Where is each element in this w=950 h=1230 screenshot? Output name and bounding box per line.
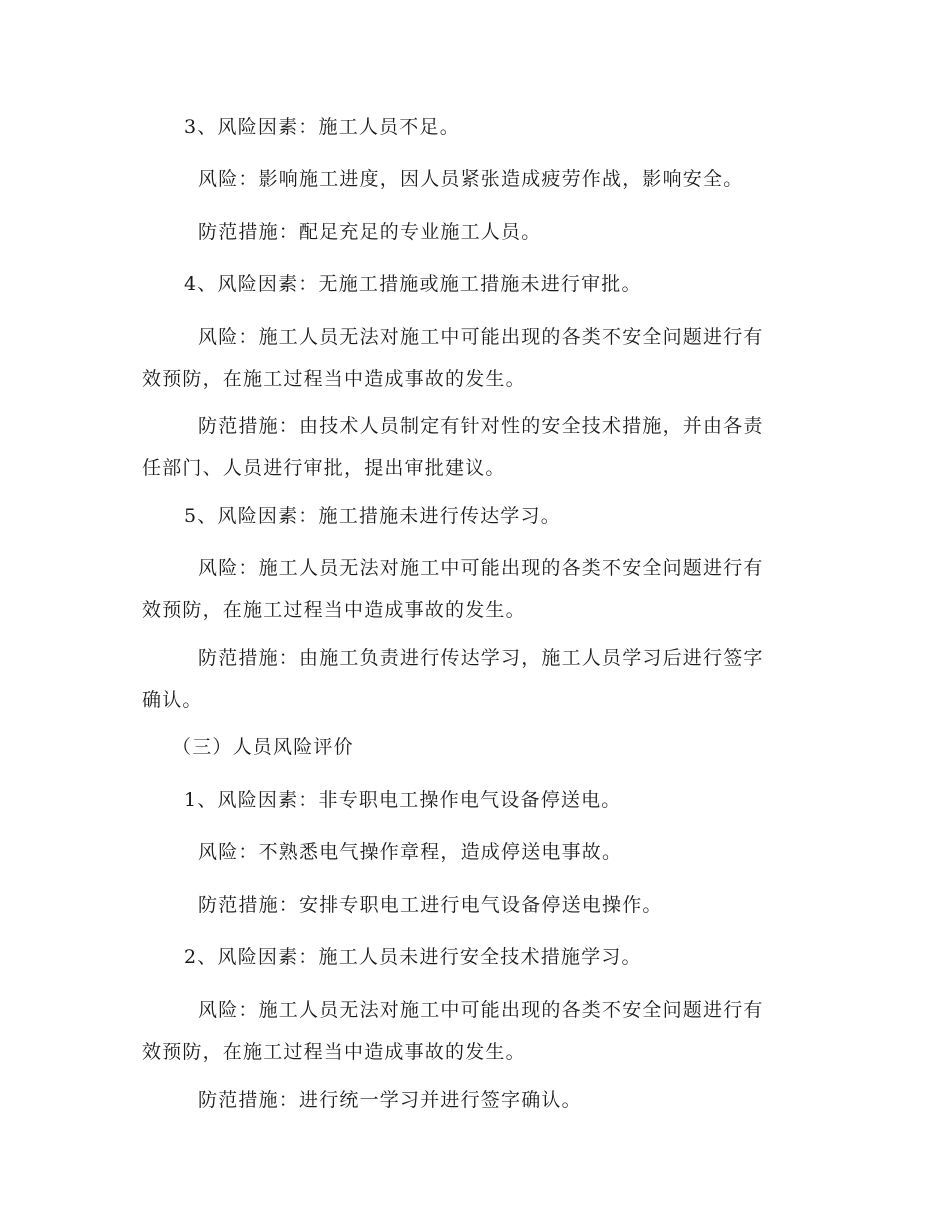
paragraph-line: 风险：施工人员无法对施工中可能出现的各类不安全问题进行有 (198, 557, 764, 579)
paragraph-line: 效预防，在施工过程当中造成事故的发生。 (142, 599, 526, 621)
risk-factor-3 (184, 115, 460, 139)
paragraph-line: 防范措施：配足充足的专业施工人员。 (198, 221, 542, 243)
paragraph-line: 1、风险因素：非专职电工操作电气设备停送电。 (184, 789, 622, 811)
paragraph-line: 风险：施工人员无法对施工中可能出现的各类不安全问题进行有 (198, 326, 764, 348)
risk-factor-2 (184, 945, 642, 969)
prevention-measures (142, 414, 764, 480)
paragraph-line: 防范措施：进行统一学习并进行签字确认。 (198, 1089, 582, 1111)
paragraph-line: 风险：影响施工进度，因人员紧张造成疲劳作战，影响安全。 (198, 168, 744, 190)
paragraph-line: （三）人员风险评价 (172, 736, 354, 758)
paragraph-line: 确认。 (142, 689, 203, 711)
risk-description (142, 556, 764, 622)
risk-description (142, 998, 764, 1064)
risk-factor-1 (184, 788, 622, 812)
paragraph-line: 5、风险因素：施工措施未进行传达学习。 (184, 505, 561, 527)
paragraph-line: 防范措施：由施工负责进行传达学习，施工人员学习后进行签字 (198, 647, 764, 669)
paragraph-line: 防范措施：由技术人员制定有针对性的安全技术措施，并由各责 (198, 415, 764, 437)
prevention-measures (198, 220, 541, 244)
paragraph-line: 2、风险因素：施工人员未进行安全技术措施学习。 (184, 946, 642, 968)
risk-factor-4 (184, 272, 642, 296)
prevention-measures (198, 1088, 582, 1112)
paragraph-line: 效预防，在施工过程当中造成事故的发生。 (142, 1041, 526, 1063)
section-heading (172, 735, 354, 759)
paragraph-line: 防范措施：安排专职电工进行电气设备停送电操作。 (198, 894, 663, 916)
prevention-measures (198, 893, 663, 917)
risk-description (142, 325, 764, 391)
risk-description (198, 840, 622, 864)
paragraph-line: 效预防，在施工过程当中造成事故的发生。 (142, 368, 526, 390)
paragraph-line: 风险：不熟悉电气操作章程，造成停送电事故。 (198, 841, 623, 863)
paragraph-line: 风险：施工人员无法对施工中可能出现的各类不安全问题进行有 (198, 999, 764, 1021)
paragraph-line: 3、风险因素：施工人员不足。 (184, 116, 460, 138)
paragraph-line: 任部门、人员进行审批，提出审批建议。 (142, 457, 506, 479)
risk-factor-5 (184, 504, 561, 528)
paragraph-line: 4、风险因素：无施工措施或施工措施未进行审批。 (184, 273, 642, 295)
risk-description (198, 167, 743, 191)
prevention-measures (142, 646, 764, 712)
